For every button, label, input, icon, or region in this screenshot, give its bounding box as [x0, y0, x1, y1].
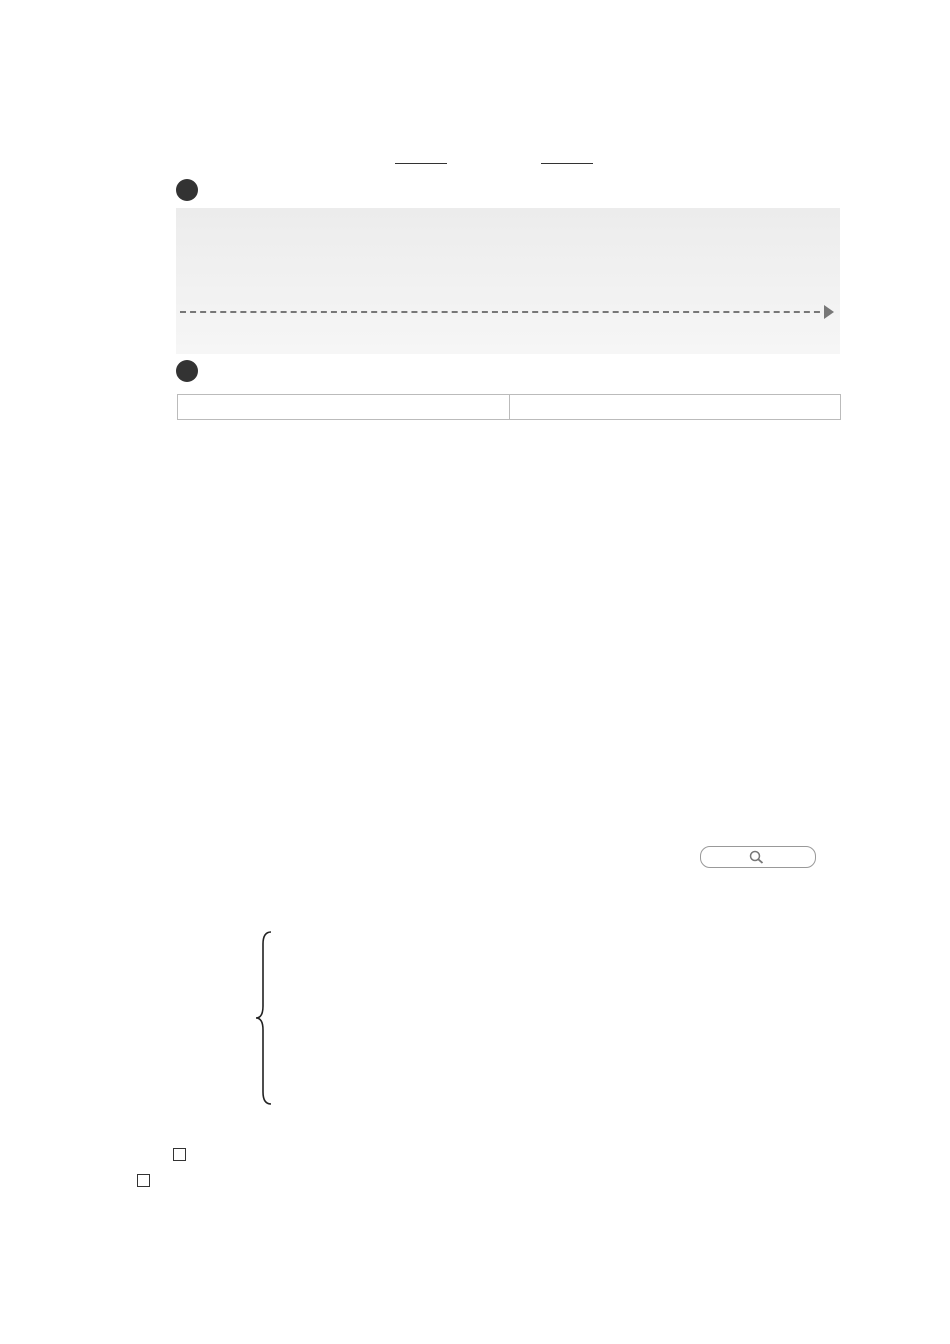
overview-heading	[395, 151, 595, 173]
summary-table	[177, 394, 841, 420]
header-aim	[509, 395, 841, 420]
brace-icon	[255, 930, 273, 1106]
blank-box-icon	[173, 1148, 186, 1161]
header-content	[178, 395, 510, 420]
divider-right	[541, 163, 593, 164]
blank-box-icon	[137, 1174, 150, 1187]
section2-heading	[176, 357, 204, 385]
timeline-axis	[180, 311, 830, 313]
table-header-row	[178, 395, 841, 420]
compare-button[interactable]	[700, 846, 816, 868]
timeline	[176, 208, 840, 354]
search-icon	[749, 850, 765, 864]
establish-paragraph	[137, 1140, 827, 1192]
section1-heading	[176, 176, 204, 204]
arrow-right-icon	[824, 305, 834, 319]
number-badge-icon	[176, 179, 198, 201]
divider-left	[395, 163, 447, 164]
number-badge-icon	[176, 360, 198, 382]
